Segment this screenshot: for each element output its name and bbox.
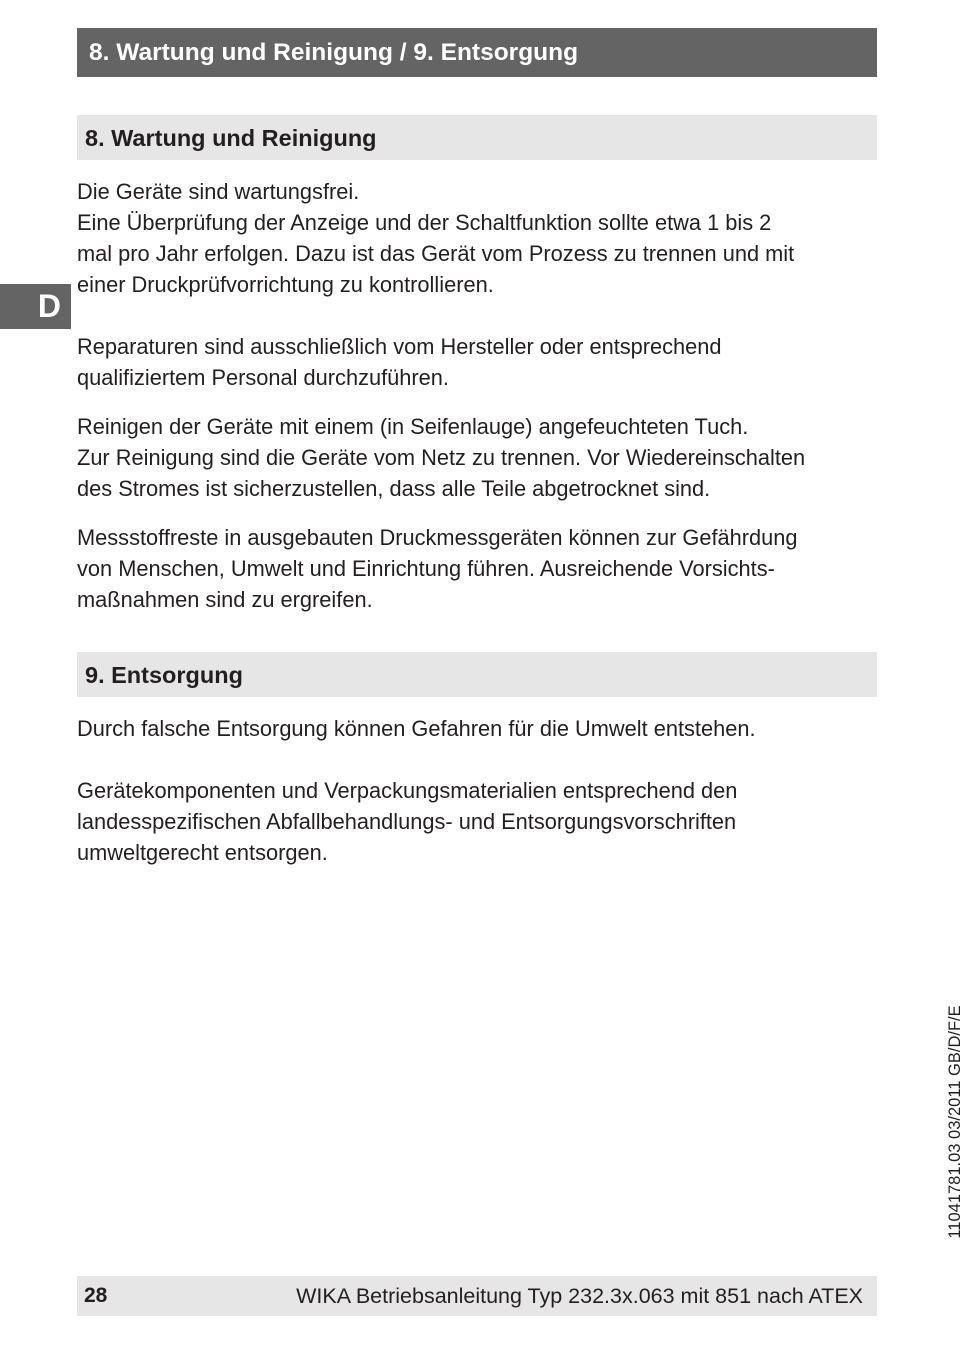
text-line: Durch falsche Entsorgung können Gefahren für die Umwelt entstehen. (77, 716, 756, 741)
text-line: mal pro Jahr erfolgen. Dazu ist das Gerät vom Prozess zu trennen und mit (77, 241, 795, 266)
text-line: umweltgerecht entsorgen. (77, 840, 328, 865)
section-heading-wartung: 8. Wartung und Reinigung (77, 115, 877, 160)
text-line: qualifiziertem Personal durchzuführen. (77, 365, 449, 390)
text-line: Zur Reinigung sind die Geräte vom Netz zu trennen. Vor Wiedereinschalten (77, 445, 806, 470)
text-line: maßnahmen sind zu ergreifen. (77, 587, 373, 612)
page-footer (77, 1276, 877, 1316)
text-line: des Stromes ist sicherzustellen, dass alle Teile abgetrocknet sind. (77, 476, 711, 501)
text-line: landesspezifischen Abfallbehandlungs- und Entsorgungsvorschriften (77, 809, 737, 834)
footer-title: WIKA Betriebsanleitung Typ 232.3x.063 mit 851 nach ATEX (296, 1283, 863, 1308)
page-header: 8. Wartung und Reinigung / 9. Entsorgung (77, 28, 877, 77)
section-heading-entsorgung: 9. Entsorgung (77, 652, 877, 697)
text-line: Eine Überprüfung der Anzeige und der Schaltfunktion sollte etwa 1 bis 2 (77, 210, 772, 235)
text-line: Gerätekomponenten und Verpackungsmaterialien entsprechend den (77, 778, 738, 803)
paragraph-disposal-rules (77, 775, 877, 868)
text-line: von Menschen, Umwelt und Einrichtung führen. Ausreichende Vorsichts- (77, 556, 775, 581)
text-line: Die Geräte sind wartungsfrei. (77, 179, 360, 204)
text-line: Reinigen der Geräte mit einem (in Seifenlauge) angefeuchteten Tuch. (77, 414, 749, 439)
text-line: Messstoffreste in ausgebauten Druckmessgeräten können zur Gefährdung (77, 525, 798, 550)
paragraph-disposal-hazard (77, 713, 877, 744)
page-number: 28 (84, 1284, 108, 1307)
text-line: Reparaturen sind ausschließlich vom Hersteller oder entsprechend (77, 334, 722, 359)
language-tab: D (0, 284, 71, 329)
paragraph-repairs (77, 331, 877, 393)
paragraph-maintenance (77, 176, 877, 300)
paragraph-residues (77, 522, 877, 615)
paragraph-cleaning (77, 411, 877, 504)
text-line: einer Druckprüfvorrichtung zu kontrollieren. (77, 272, 494, 297)
document-code: 11041781.03 03/2011 GB/D/F/E (946, 1005, 964, 1239)
